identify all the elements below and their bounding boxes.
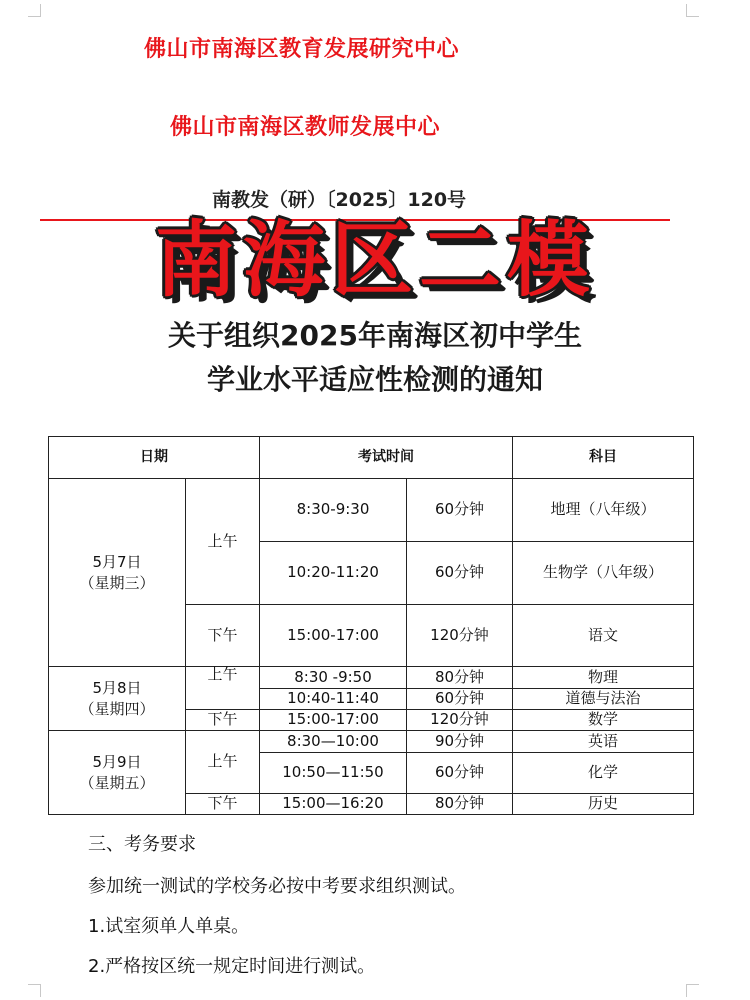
exam-duration: 120分钟: [407, 710, 513, 731]
crop-mark-top-left: [28, 4, 41, 17]
issuing-org-1: 佛山市南海区教育发展研究中心: [144, 37, 460, 62]
date-label: 5月8日: [92, 679, 142, 698]
date-cell: [49, 731, 186, 815]
session-pm: 下午: [186, 710, 260, 731]
exam-duration: 80分钟: [407, 794, 513, 815]
issuing-org-2: 佛山市南海区教师发展中心: [170, 115, 441, 140]
crop-mark-bottom-right: [686, 984, 699, 997]
exam-schedule-table: [48, 436, 694, 815]
table-row: [49, 667, 694, 689]
notice-title-line-1: 关于组织2025年南海区初中学生: [168, 319, 582, 352]
exam-duration: 80分钟: [407, 667, 513, 689]
exam-subject: 数学: [513, 710, 694, 731]
session-am: 上午: [186, 731, 260, 794]
exam-time: 10:50—11:50: [260, 753, 407, 794]
banner-title: 南海区二模: [154, 213, 595, 308]
requirement-item: 1.试室须单人单桌。: [88, 916, 250, 937]
exam-duration: 60分钟: [407, 479, 513, 542]
header-exam-time: 考试时间: [260, 437, 513, 479]
exam-duration: 120分钟: [407, 605, 513, 667]
session-pm: 下午: [186, 605, 260, 667]
crop-mark-bottom-left: [28, 984, 41, 997]
requirements-intro: 参加统一测试的学校务必按中考要求组织测试。: [88, 876, 466, 897]
exam-time: 15:00-17:00: [260, 605, 407, 667]
exam-subject: 地理（八年级）: [513, 479, 694, 542]
exam-duration: 60分钟: [407, 689, 513, 710]
weekday-label: （星期三）: [79, 573, 155, 592]
requirement-item: 2.严格按区统一规定时间进行测试。: [88, 956, 376, 977]
session-pm: 下午: [186, 794, 260, 815]
weekday-label: （星期五）: [79, 773, 155, 792]
exam-subject: 道德与法治: [513, 689, 694, 710]
exam-time: 8:30—10:00: [260, 731, 407, 753]
document-number: 南教发（研）〔2025〕120号: [212, 189, 467, 211]
exam-subject: 历史: [513, 794, 694, 815]
exam-subject: 物理: [513, 667, 694, 689]
exam-time: 15:00—16:20: [260, 794, 407, 815]
requirements-heading: 三、考务要求: [88, 834, 196, 855]
session-am: 上午: [186, 667, 260, 710]
exam-subject: 语文: [513, 605, 694, 667]
exam-subject: 生物学（八年级）: [513, 542, 694, 605]
crop-mark-top-right: [686, 4, 699, 17]
exam-subject: 英语: [513, 731, 694, 753]
header-date: 日期: [49, 437, 260, 479]
exam-subject: 化学: [513, 753, 694, 794]
exam-time: 10:20-11:20: [260, 542, 407, 605]
exam-time: 8:30-9:30: [260, 479, 407, 542]
date-label: 5月9日: [92, 753, 142, 772]
exam-time: 10:40-11:40: [260, 689, 407, 710]
table-header-row: [49, 437, 694, 479]
table-row: [49, 479, 694, 542]
exam-time: 15:00-17:00: [260, 710, 407, 731]
exam-duration: 60分钟: [407, 753, 513, 794]
date-cell: [49, 479, 186, 667]
date-label: 5月7日: [92, 553, 142, 572]
exam-time: 8:30 -9:50: [260, 667, 407, 689]
weekday-label: （星期四）: [79, 699, 155, 718]
notice-title-line-2: 学业水平适应性检测的通知: [206, 363, 543, 396]
date-cell: [49, 667, 186, 731]
exam-duration: 90分钟: [407, 731, 513, 753]
header-subject: 科目: [513, 437, 694, 479]
table-row: [49, 731, 694, 753]
session-am: 上午: [186, 479, 260, 605]
exam-duration: 60分钟: [407, 542, 513, 605]
